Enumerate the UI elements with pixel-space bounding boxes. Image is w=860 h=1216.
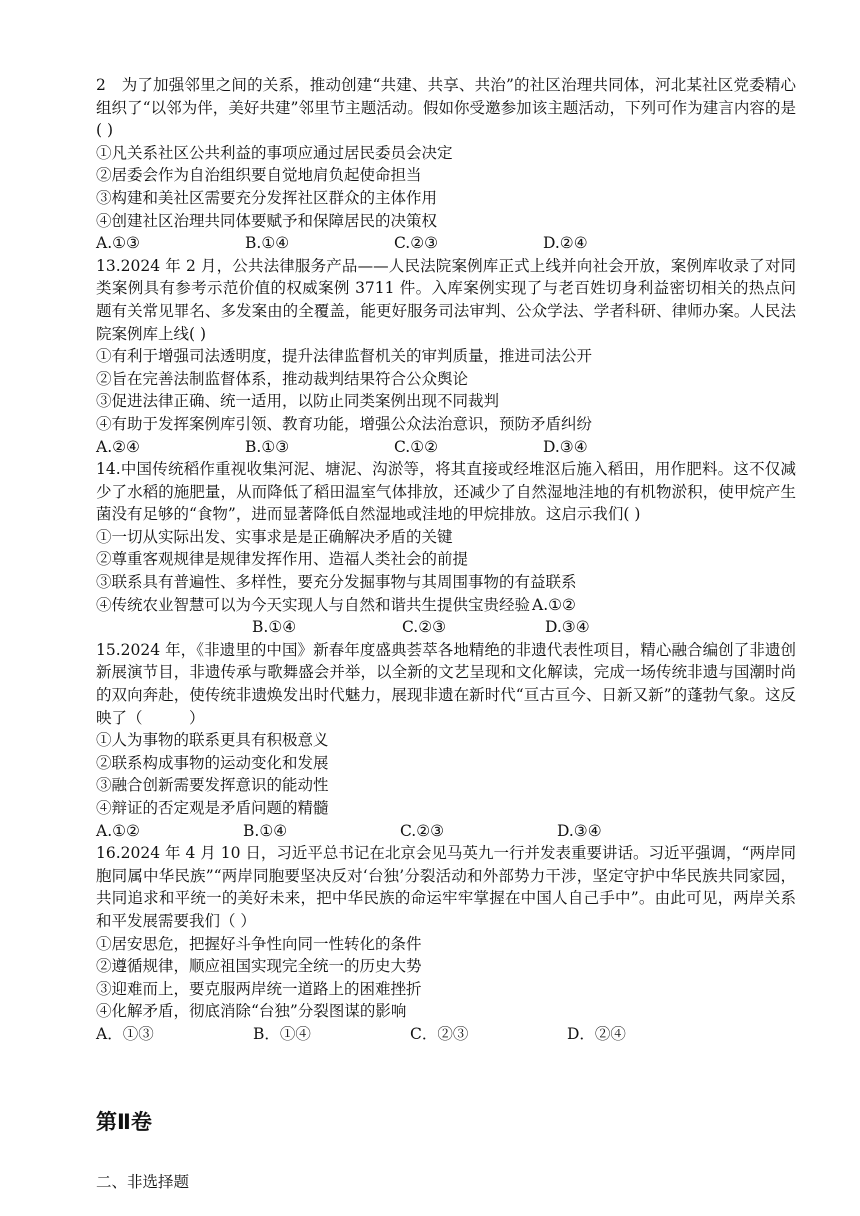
choice-d: D.②④ [543,234,588,253]
option-2: ②旨在完善法制监督体系，推动裁判结果符合公众舆论 [96,369,469,388]
choice-c: C.②③ [400,821,445,840]
option-1: ①人为事物的联系更具有积极意义 [96,731,329,750]
option-4: ④有助于发挥案例库引领、教育功能，增强公众法治意识，预防矛盾纠纷 [96,414,593,433]
question-stem: 16.2024 年 4 月 10 日，习近平总书记在北京会见马英九一行并发表重要讲话。习近平强调，“两岸同胞同属中华民族”“两岸同胞要坚决反对‘台独’分裂活动和外部势力干涉，坚定守护中华民族共同家园，共同追求和平统一的美好未来，把中华民族的命运牢牢掌握在中国人自己手中”。由此可见，两岸关系和平发展需要我们（ ） [96,844,796,930]
option-4: ④创建社区治理共同体要赋予和保障居民的决策权 [96,211,438,230]
option-3: ③融合创新需要发挥意识的能动性 [96,776,329,795]
option-3: ③构建和美社区需要充分发挥社区群众的主体作用 [96,188,438,207]
option-1: ①有利于增强司法透明度，提升法律监督机关的审判质量，推进司法公开 [96,347,593,366]
question-stem: 2 为了加强邻里之间的关系，推动创建“共建、共享、共治”的社区治理共同体，河北某社区党委精心组织了“以邻为伴，美好共建”邻里节主题活动。假如你受邀参加该主题活动，下列可作为建言内容的是( ) [96,76,796,140]
section-subtitle: 二、非选择题 [96,1173,190,1191]
choice-a: A.②④ [96,437,140,456]
choice-d: D.③④ [545,618,590,637]
option-4: ④辩证的否定观是矛盾问题的精髓 [96,799,329,817]
choice-d: D．②④ [567,1024,626,1043]
option-3: ③促进法律正确、统一适用，以防止同类案例出现不同裁判 [96,392,500,411]
choice-c: C．②③ [410,1024,469,1043]
question-15 [96,639,796,842]
option-2: ②尊重客观规律是规律发挥作用、造福人类社会的前提 [96,550,469,569]
question-13 [96,255,796,458]
option-2: ②居委会作为自治组织要自觉地肩负起使命担当 [96,166,422,185]
section-title: 第Ⅱ卷 [96,1110,152,1134]
choice-b: B.①④ [245,234,290,253]
option-2: ②遵循规律，顺应祖国实现完全统一的历史大势 [96,957,422,976]
choice-a: A.①② [96,821,140,840]
answer-choices [96,820,796,843]
question-list [96,74,796,1046]
choice-b: B.①④ [252,618,297,637]
choice-a: A.①③ [96,234,140,253]
choice-d: D.③④ [543,437,588,456]
choice-c: C.②③ [394,234,439,253]
answer-choices [96,232,796,255]
choice-b: B.①③ [245,437,290,456]
option-1: ①一切从实际出发、实事求是是正确解决矛盾的关键 [96,527,453,546]
option-4: ④传统农业智慧可以为今天实现人与自然和谐共生提供宝贵经验 [96,595,531,614]
choice-c: C.②③ [402,618,447,637]
option-1: ①居安思危，把握好斗争性向同一性转化的条件 [96,934,422,953]
choice-c: C.①② [394,437,439,456]
answer-choices [96,436,796,459]
question-16 [96,842,796,1045]
choice-d: D.③④ [557,821,602,840]
question-stem: 15.2024 年，《非遗里的中国》新春年度盛典荟萃各地精绝的非遗代表性项目，精心融合编创了非遗创新展演节目，非遗传承与歌舞盛会并举，以全新的文艺呈现和文化解读，完成一场传统非遗与国潮时尚的双向奔赴，使传统非遗焕发出时代魅力，展现非遗在新时代“亘古亘今、日新又新”的蓬勃气象。这反映了（ ） [96,640,796,727]
option-1: ①凡关系社区公共利益的事项应通过居民委员会决定 [96,143,453,162]
option-3: ③联系具有普遍性、多样性，要充分发掘事物与其周围事物的有益联系 [96,573,577,592]
option-3: ③迎难而上，要克服两岸统一道路上的困难挫折 [96,979,422,998]
choice-a: A．①③ [96,1024,154,1043]
answer-choices [96,1023,796,1046]
choice-a: A.①② [532,595,576,614]
choice-b: B.①④ [243,821,288,840]
question-12 [96,74,796,255]
answer-choices [96,616,796,639]
choice-b: B．①④ [253,1024,311,1043]
question-14 [96,458,796,639]
option-4: ④化解矛盾，彻底消除“台独”分裂图谋的影响 [96,1002,407,1021]
question-stem: 13.2024 年 2 月，公共法律服务产品——人民法院案例库正式上线并向社会开放，案例库收录了对同类案例具有参考示范价值的权威案例 3711 件。入库案例实现了与老百姓切身利益密切相关的热点问题有关常见罪名、多发案由的全覆盖，能更好服务司法审判、公众学法、学者科研、律师办案。人民法院案例库上线( ) [96,256,796,343]
question-stem: 14.中国传统稻作重视收集河泥、塘泥、沟淤等，将其直接或经堆沤后施入稻田，用作肥料。这不仅减少了水稻的施肥量，从而降低了稻田温室气体排放，还减少了自然湿地洼地的有机物淤积，使甲烷产生菌没有足够的“食物”，进而显著降低自然湿地或洼地的甲烷排放。这启示我们( ) [96,460,796,524]
option-2: ②联系构成事物的运动变化和发展 [96,753,329,772]
